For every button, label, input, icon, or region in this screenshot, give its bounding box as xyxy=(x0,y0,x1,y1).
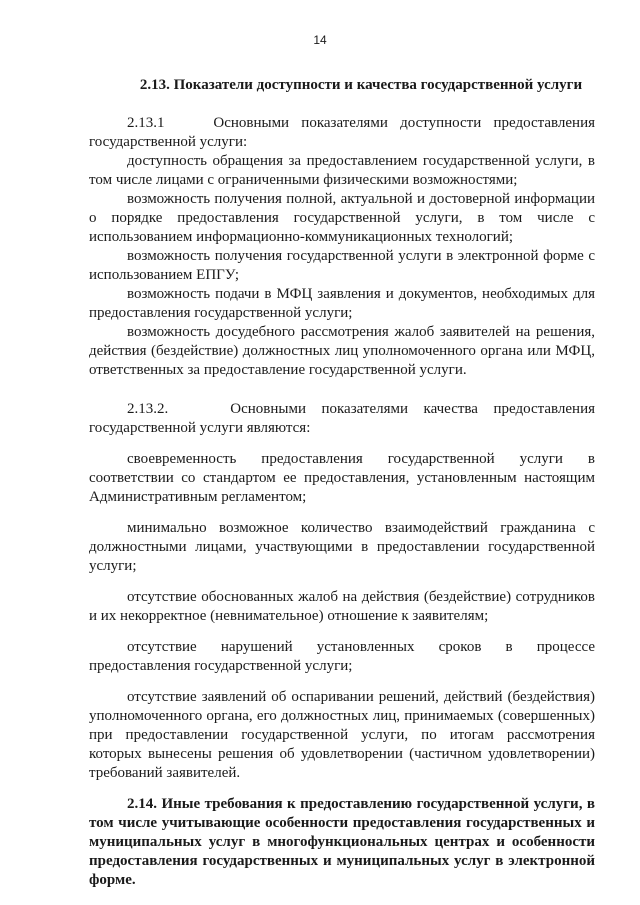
section-heading-2-13: 2.13. Показатели доступности и качества государственной услуги xyxy=(139,77,583,93)
list-item: возможность получения государственной услуги в электронной форме с использованием ЕПГУ; xyxy=(89,248,595,283)
spacer xyxy=(89,576,595,588)
section-heading-2-14: 2.14. Иные требования к предоставлению государственной услуги, в том числе учитывающие особенности предоставления государственных и муниципальных услуг в многофункциональных центрах и особенности предоставления государственных и муниципальных услуг в электронной форме. xyxy=(89,796,595,888)
document-body xyxy=(89,76,595,890)
spacer xyxy=(89,507,595,519)
paragraph-2-13-1-intro: 2.13.1 Основными показателями доступности предоставления государственной услуги: xyxy=(89,115,595,150)
page-number: 14 xyxy=(313,33,327,47)
list-item: отсутствие заявлений об оспаривании решений, действий (бездействия) уполномоченного органа, его должностных лиц, принимаемых (совершенных) при предоставлении государственной услуги, по итогам рассмотрения которых вынесены решения об удовлетворении (частичном удовлетворении) требований заявителей. xyxy=(89,689,595,781)
list-item: возможность подачи в МФЦ заявления и документов, необходимых для предоставления государственной услуги; xyxy=(89,286,595,321)
list-item: доступность обращения за предоставлением государственной услуги, в том числе лицами с ограниченными физическими возможностями; xyxy=(89,153,595,188)
list-item: возможность получения полной, актуальной и достоверной информации о порядке предоставления государственной услуги, в том числе с использованием информационно-коммуникационных технологий; xyxy=(89,191,595,245)
list-item: отсутствие обоснованных жалоб на действия (бездействие) сотрудников и их некорректное (невнимательное) отношение к заявителям; xyxy=(89,589,595,624)
list-item: возможность досудебного рассмотрения жалоб заявителей на решения, действия (бездействие) должностных лиц уполномоченного органа или МФЦ, ответственных за предоставление государственной услуги. xyxy=(89,324,595,378)
spacer xyxy=(89,438,595,450)
spacer xyxy=(89,380,595,400)
spacer xyxy=(89,783,595,795)
paragraph-2-13-2-intro: 2.13.2. Основными показателями качества предоставления государственной услуги являются: xyxy=(89,401,595,436)
list-item: своевременность предоставления государственной услуги в соответствии со стандартом ее предоставления, установленным настоящим Административным регламентом; xyxy=(89,451,595,505)
list-item: отсутствие нарушений установленных сроков в процессе предоставления государственной услуги; xyxy=(89,639,595,674)
spacer xyxy=(89,676,595,688)
list-item: минимально возможное количество взаимодействий гражданина с должностными лицами, участвующими в предоставлении государственной услуги; xyxy=(89,520,595,574)
spacer xyxy=(89,626,595,638)
